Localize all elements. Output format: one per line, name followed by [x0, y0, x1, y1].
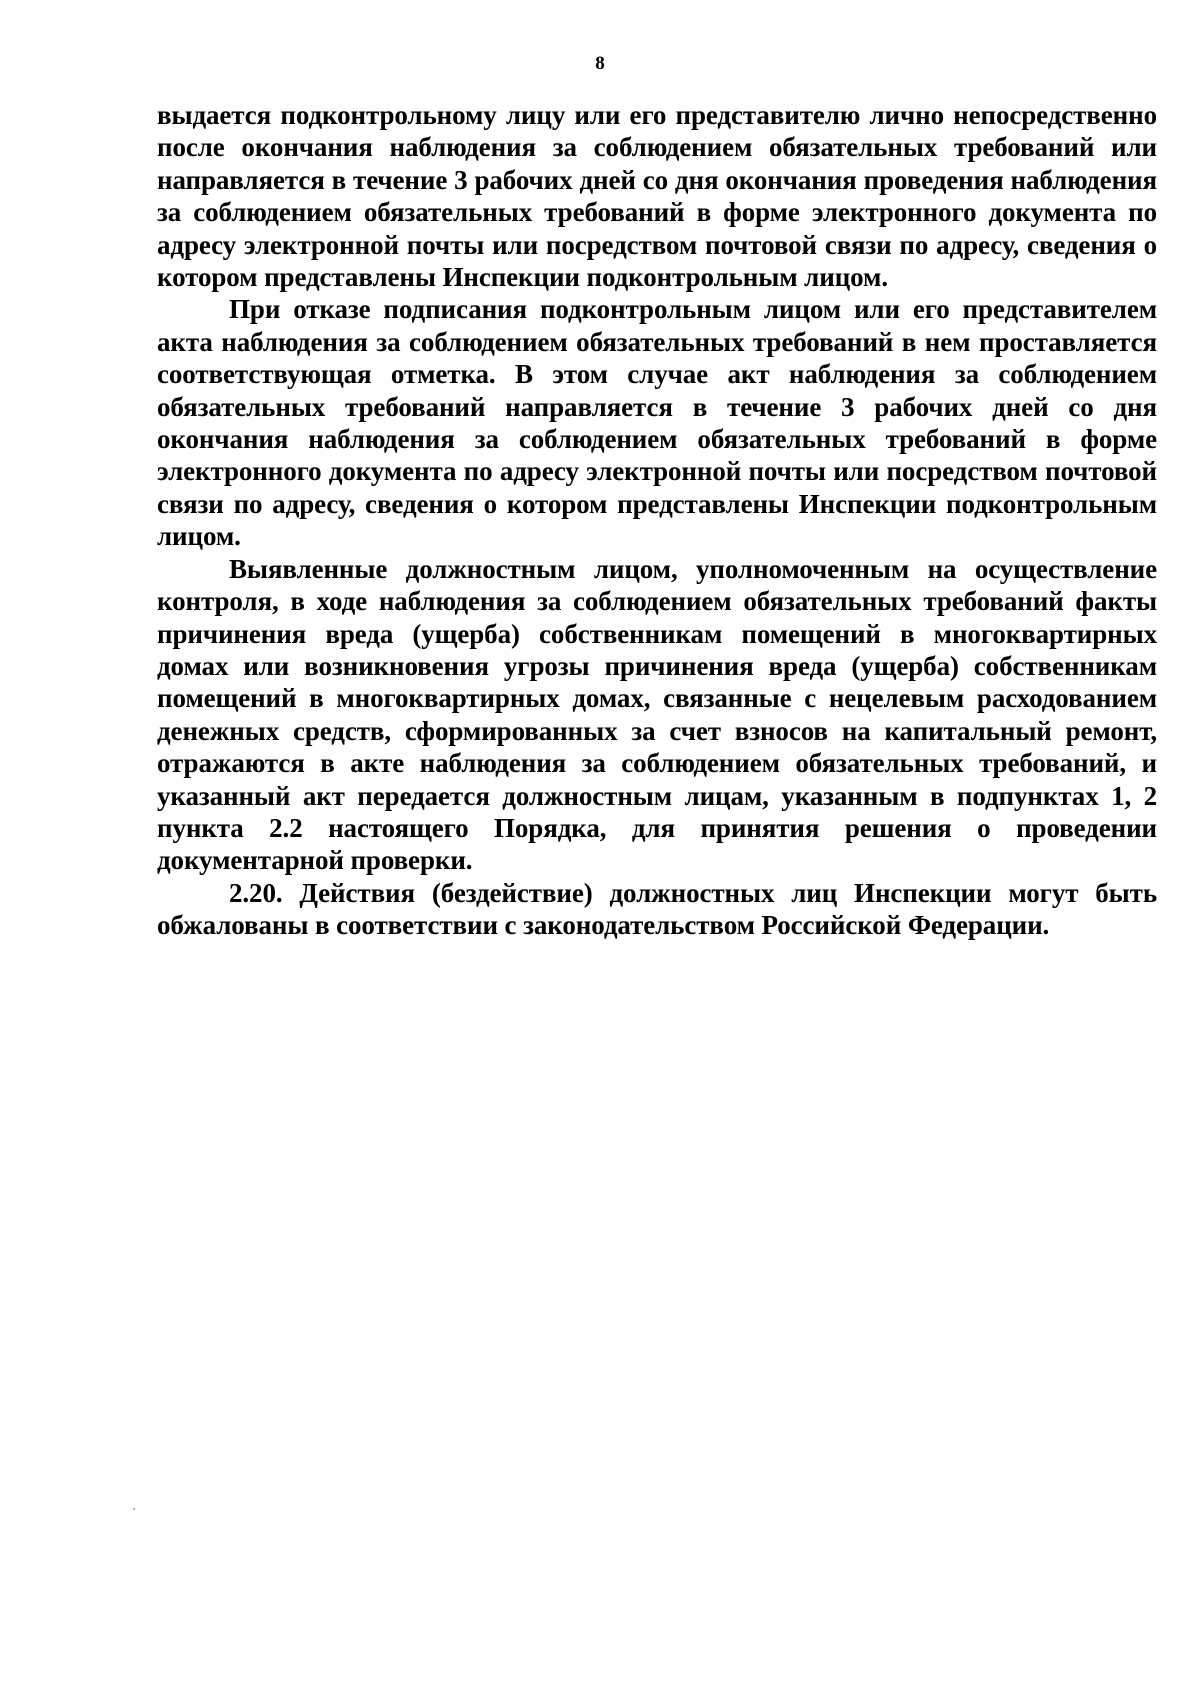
paragraph-2-20-appeal: 2.20. Действия (бездействие) должностных лиц Инспекции могут быть обжалованы в соответствии с законодательством Российской Федерации. [157, 877, 1157, 941]
scan-artifact [133, 1508, 135, 1510]
paragraph-continuation: выдается подконтрольному лицу или его представителю лично непосредственно после окончания наблюдения за соблюдением обязательных требований или направляется в течение 3 рабочих дней со дня окончания проведения наблюдения за соблюдением обязательных требований в форме электронного документа по адресу электронной почты или посредством почтовой связи по адресу, сведения о котором представлены Инспекции подконтрольным лицом. [157, 100, 1157, 293]
page-number: 8 [595, 53, 605, 74]
paragraph-identified-facts: Выявленные должностным лицом, уполномоченным на осуществление контроля, в ходе наблюдения за соблюдением обязательных требований факты причинения вреда (ущерба) собственникам помещений в многоквартирных домах или возникновения угрозы причинения вреда (ущерба) собственникам помещений в многоквартирных домах, связанные с нецелевым расходованием денежных средств, сформированных за счет взносов на капитальный ремонт, отражаются в акте наблюдения за соблюдением обязательных требований, и указанный акт передается должностным лицам, указанным в подпунктах 1, 2 пункта 2.2 настоящего Порядка, для принятия решения о проведении документарной проверки. [157, 553, 1157, 876]
paragraph-refusal-to-sign: При отказе подписания подконтрольным лицом или его представителем акта наблюдения за соблюдением обязательных требований в нем проставляется соответствующая отметка. В этом случае акт наблюдения за соблюдением обязательных требований направляется в течение 3 рабочих дней со дня окончания наблюдения за соблюдением обязательных требований в форме электронного документа по адресу электронной почты или посредством почтовой связи по адресу, сведения о котором представлены Инспекции подконтрольным лицом. [157, 294, 1157, 552]
document-body [157, 99, 1157, 942]
